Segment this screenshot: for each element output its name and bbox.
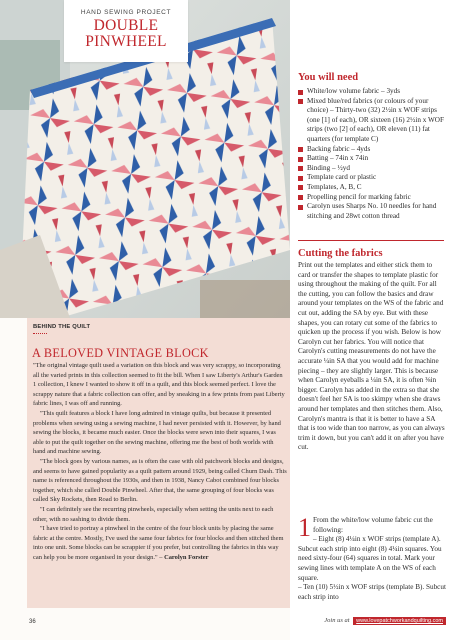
you-will-need-heading: You will need	[298, 72, 359, 83]
behind-the-quilt-box	[27, 318, 290, 608]
step-item: – Eight (8) 4¼in x WOF strips (template A). Subcut each strip into eight (8) 4¼in squares. You need sixty-four (64) squares in total. Mark your sewing lines with template A on the WS of each square.	[298, 535, 442, 582]
materials-item: White/low volume fabric – 3yds	[298, 87, 448, 97]
materials-list	[298, 87, 448, 221]
materials-item: Mixed blue/red fabrics (or colours of your choice) – Thirty-two (32) 2½in x WOF strips (one [1] of each), OR sixteen (16) 2½in x WOF strips (two [2] of each), OR eleven (11) fat quarters (for template C)	[298, 97, 448, 145]
materials-item: Binding – ½yd	[298, 164, 448, 174]
step-number: 1	[298, 513, 311, 542]
materials-item: Template card or plastic	[298, 173, 448, 183]
cutting-body: Print out the templates and either stick them to card or transfer the shapes to template plastic for using throughout the making of the quilt. For all the cutting, you can follow the basics and draw around your templates on the WS of the fabric and cut out, adding the SA by eye. But with these shapes, you can rotary cut some of the fabrics to quicken up the process if you wish. Below is how Carolyn cut her fabrics. You will notice that Carolyn's cutting measurements do not have the accurate ¼in SA that you would add for machine piecing – they are slightly larger. This is because when Carolyn eyeballs a ¼in SA, it is often ⅜in bigger. Carolyn has added in the extra so that she doesn't feel her SA is too skimpy when she draws around her templates and then stitches them. Also, Carolyn's mantra is that it is better to have a SA that is too wide than too narrow, as you can always trim it down, but you can't add it on after you have cut.	[298, 261, 445, 452]
footer-join-text: Join us at	[324, 617, 350, 624]
story-paragraph: "The block goes by various names, as is often the case with old patchwork blocks and designs, and seems to have gained popularity as a quilt pattern around 1929, being called Churn Dash. This name is referenced throughout the 1930s, and then in 1938, Nancy Cabot combined four blocks together, which she called Double Pinwheel. After that, the same grouping of four blocks was called Sky Rockets, then Road to Berlin.	[33, 457, 287, 504]
title-line-1: DOUBLE	[93, 17, 159, 34]
section-kicker: HAND SEWING PROJECT	[80, 9, 172, 16]
materials-item: Templates, A, B, C	[298, 183, 448, 193]
story-paragraph-text: "I have tried to portray a pinwheel in the centre of the four block units by placing the same fabric at the centre. Mostly, I've used the same four fabrics for four blocks and then stitched them into one unit. Some blocks can be scrappier if you prefer, but controlling the fabrics in this way can help you be more organised in your design." –	[33, 525, 284, 561]
cutting-heading: Cutting the fabrics	[298, 248, 383, 259]
label-underline	[33, 333, 47, 334]
page-title	[64, 18, 188, 50]
materials-item: Propelling pencil for marking fabric	[298, 193, 448, 203]
right-column	[290, 0, 452, 640]
story-paragraph: "The original vintage quilt used a variation on this block and was very scrappy, so incorporating all the varied prints in this collection seemed to fit the bill. When I saw Liberty's Arthur's Garden 1 collection, I knew I wanted to show it off in a quilt, and this block seemed perfect. I love the scrappy nature that a fabric collection can offer, and by sneaking in a few prints from past Liberty fabric lines, I was off and running.	[33, 362, 285, 408]
website-link[interactable]: www.lovepatchworkandquilting.com	[353, 617, 446, 625]
materials-item: Carolyn uses Sharps No. 10 needles for hand stitching and 28wt cotton thread	[298, 202, 448, 221]
story-body	[33, 361, 287, 562]
section-divider	[298, 240, 444, 241]
step-text: From the white/low volume fabric cut the following:	[313, 516, 433, 534]
story-title: A BELOVED VINTAGE BLOCK	[32, 346, 209, 360]
section-label: BEHIND THE QUILT	[33, 324, 91, 330]
author-name: Carolyn Forster	[164, 553, 209, 561]
step-item: – Ten (10) 5½in x WOF strips (template B). Subcut each strip into	[298, 583, 446, 601]
materials-item: Backing fabric – 4yds	[298, 145, 448, 155]
step-1	[298, 513, 446, 602]
page-number: 36	[29, 619, 36, 625]
story-paragraph: "This quilt features a block I have long admired in vintage quilts, but because it presented problems when sewing using a sewing machine, I had never persisted with it. However, by hand sewing the blocks, it became much easier. Once the blocks were sewn into their squares, I was able to put the quilt together on the sewing machine, offering me the best of both worlds with hand and machine sewing.	[33, 409, 281, 456]
materials-item: Batting – 74in x 74in	[298, 154, 448, 164]
title-line-2: PINWHEEL	[85, 33, 167, 50]
story-paragraph: "I can definitely see the recurring pinwheels, especially when setting the units next to each other, with no sashing to divide them.	[33, 505, 274, 523]
title-box	[64, 0, 188, 62]
footer-promo	[324, 617, 446, 625]
story-paragraph	[33, 524, 287, 562]
